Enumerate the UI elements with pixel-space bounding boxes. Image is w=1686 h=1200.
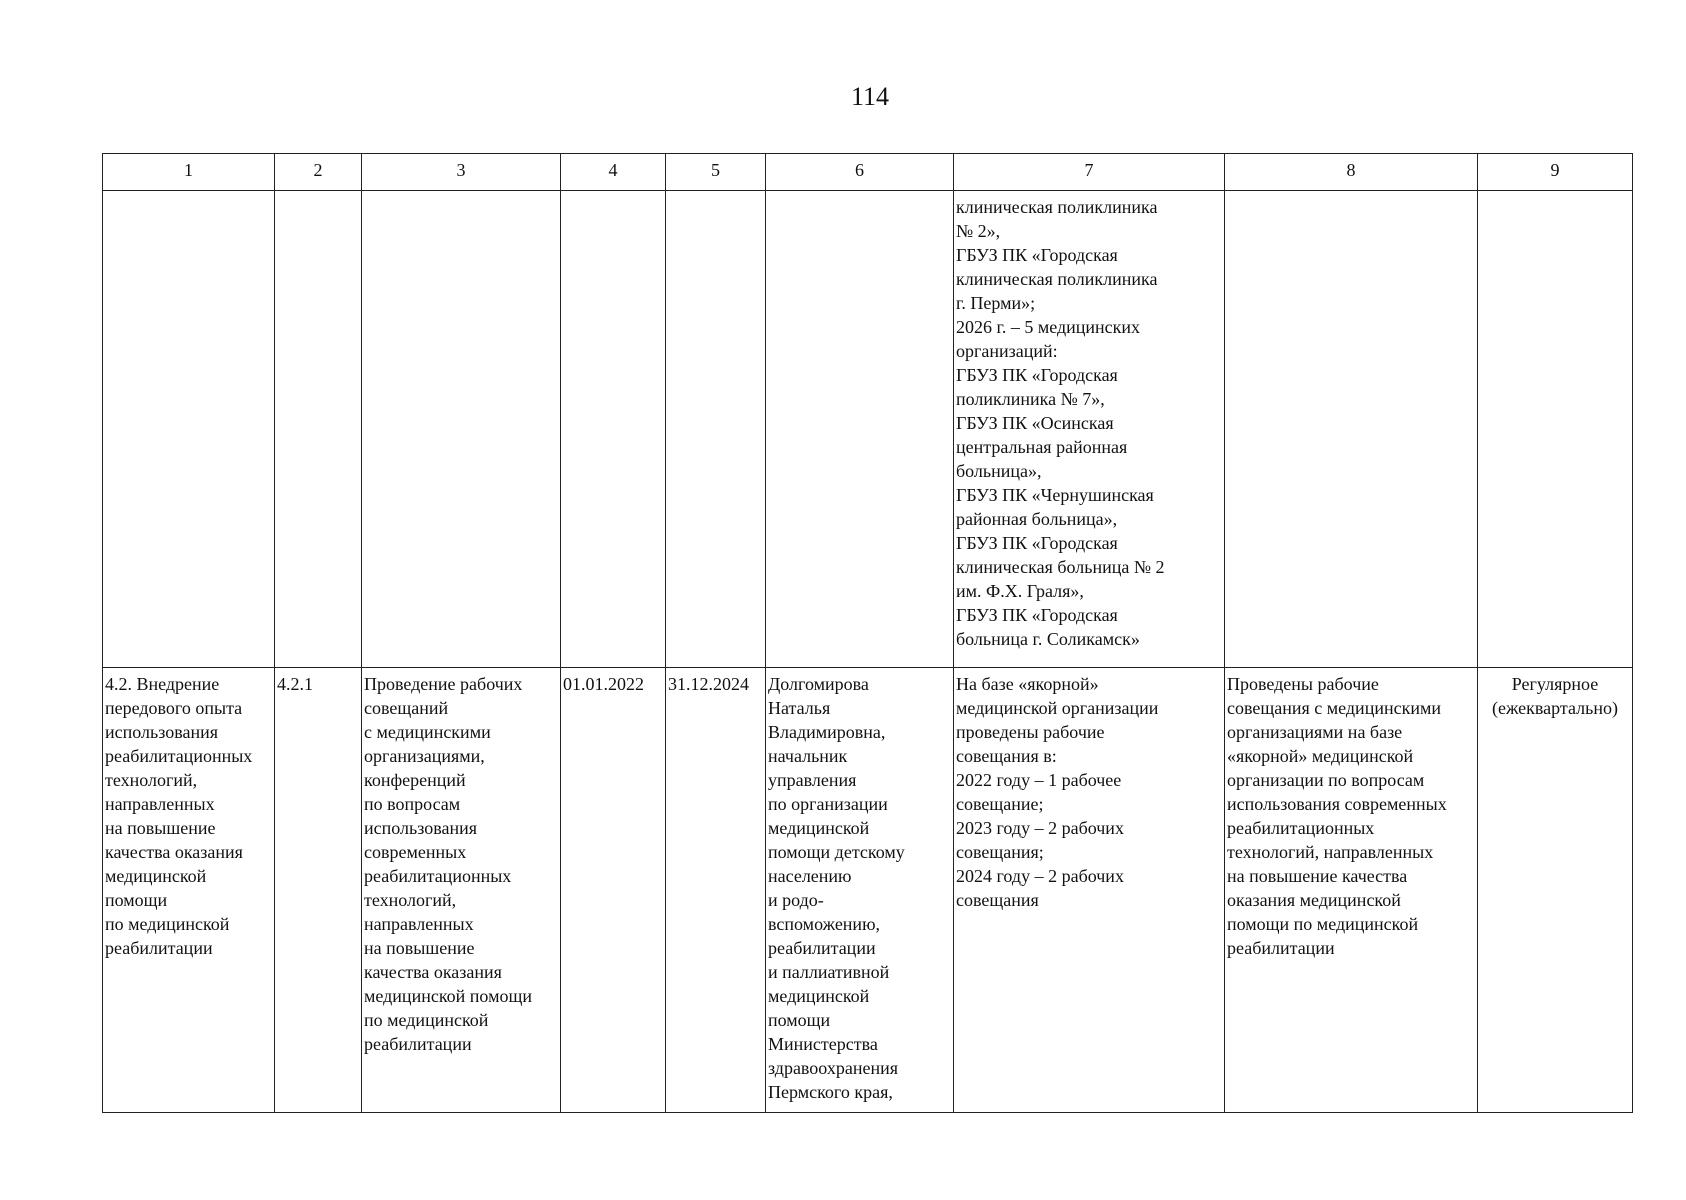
cell-result bbox=[954, 668, 1225, 1113]
cell-text-line: начальник bbox=[768, 746, 848, 766]
cell-text-line: 4.2.1 bbox=[277, 674, 313, 694]
cell-text-line: по организации bbox=[768, 794, 888, 814]
table-row bbox=[103, 191, 1633, 668]
col-header-9: 9 bbox=[1478, 154, 1633, 191]
cell-text-line: качества оказания bbox=[364, 962, 502, 982]
cell-text-line: направленных bbox=[364, 914, 474, 934]
cell-number bbox=[275, 191, 362, 668]
cell-text-line: помощи bbox=[105, 890, 168, 910]
cell-text-line: ГБУЗ ПК «Городская bbox=[956, 533, 1118, 553]
cell-text-line: совещания bbox=[956, 890, 1039, 910]
cell-text-line: медицинской помощи bbox=[364, 986, 532, 1006]
cell-text-line: 2024 году – 2 рабочих bbox=[956, 866, 1124, 886]
cell-text-line: помощи детскому bbox=[768, 842, 905, 862]
cell-text-line: использования bbox=[105, 722, 219, 742]
cell-text-line: центральная районная bbox=[956, 437, 1128, 457]
cell-text-line: проведены рабочие bbox=[956, 722, 1105, 742]
cell-text-line: на повышение качества bbox=[1227, 866, 1408, 886]
cell-text-line: № 2», bbox=[956, 221, 1001, 241]
cell-text-line: совещание; bbox=[956, 794, 1044, 814]
page-number: 114 bbox=[850, 82, 890, 111]
cell-text-line: поликлиника № 7», bbox=[956, 389, 1105, 409]
cell-start-date bbox=[561, 191, 666, 668]
cell-text-line: с медицинскими bbox=[364, 722, 491, 742]
col-header-2: 2 bbox=[275, 154, 362, 191]
cell-text-line: технологий, bbox=[364, 890, 457, 910]
cell-text-line: клиническая поликлиника bbox=[956, 269, 1158, 289]
cell-text-line: и родо- bbox=[768, 890, 824, 910]
cell-text-line: населению bbox=[768, 866, 852, 886]
cell-text-line: организации по вопросам bbox=[1227, 770, 1425, 790]
table-row bbox=[103, 668, 1633, 1113]
cell-number bbox=[275, 668, 362, 1113]
header-row bbox=[103, 154, 1633, 191]
cell-text-line: ГБУЗ ПК «Осинская bbox=[956, 413, 1114, 433]
cell-text-line: ГБУЗ ПК «Городская bbox=[956, 605, 1118, 625]
cell-outcome bbox=[1225, 668, 1478, 1113]
cell-frequency bbox=[1478, 668, 1633, 1113]
cell-event bbox=[103, 191, 275, 668]
cell-text-line: ГБУЗ ПК «Городская bbox=[956, 365, 1118, 385]
cell-text-line: организаций: bbox=[956, 341, 1058, 361]
cell-text-line: Долгомирова bbox=[768, 674, 869, 694]
cell-text-line: ГБУЗ ПК «Чернушинская bbox=[956, 485, 1154, 505]
cell-text-line: по вопросам bbox=[364, 794, 461, 814]
cell-text-line: клиническая больница № 2 bbox=[956, 557, 1165, 577]
cell-text-line: 4.2. Внедрение bbox=[105, 674, 220, 694]
col-header-4: 4 bbox=[561, 154, 666, 191]
cell-text-line: организациями на базе bbox=[1227, 722, 1403, 742]
col-header-5: 5 bbox=[666, 154, 766, 191]
col-header-7: 7 bbox=[954, 154, 1225, 191]
cell-text-line: на повышение bbox=[364, 938, 475, 958]
plan-table bbox=[102, 153, 1633, 1113]
cell-text-line: 2023 году – 2 рабочих bbox=[956, 818, 1124, 838]
cell-text-line: на повышение bbox=[105, 818, 216, 838]
cell-text-line: передового опыта bbox=[105, 698, 243, 718]
cell-text-line: по медицинской bbox=[105, 914, 230, 934]
cell-text-line: Наталья bbox=[768, 698, 831, 718]
cell-text-line: г. Перми»; bbox=[956, 293, 1036, 313]
cell-text-line: организациями, bbox=[364, 746, 485, 766]
cell-frequency bbox=[1478, 191, 1633, 668]
cell-text-line: реабилитации bbox=[105, 938, 213, 958]
cell-text-line: реабилитационных bbox=[105, 746, 253, 766]
cell-text-line: современных bbox=[364, 842, 467, 862]
cell-text-line: оказания медицинской bbox=[1227, 890, 1401, 910]
cell-text-line: совещания; bbox=[956, 842, 1044, 862]
cell-text-line: 31.12.2024 bbox=[668, 674, 749, 694]
cell-end-date bbox=[666, 668, 766, 1113]
cell-text-line: На базе «якорной» bbox=[956, 674, 1099, 694]
cell-text-line: использования bbox=[364, 818, 478, 838]
cell-text-line: вспоможению, bbox=[768, 914, 881, 934]
cell-text-line: больница г. Соликамск» bbox=[956, 629, 1140, 649]
cell-text-line: использования современных bbox=[1227, 794, 1447, 814]
cell-end-date bbox=[666, 191, 766, 668]
cell-text-line: технологий, направленных bbox=[1227, 842, 1434, 862]
cell-text-line: ГБУЗ ПК «Городская bbox=[956, 245, 1118, 265]
cell-responsible bbox=[766, 668, 954, 1113]
cell-text-line: медицинской bbox=[768, 986, 870, 1006]
cell-text-line: здравоохранения bbox=[768, 1058, 899, 1078]
cell-text-line: реабилитационных bbox=[1227, 818, 1375, 838]
cell-text-line: 2026 г. – 5 медицинских bbox=[956, 317, 1141, 337]
cell-text-line: совещания с медицинскими bbox=[1227, 698, 1441, 718]
col-header-1: 1 bbox=[103, 154, 275, 191]
cell-text-line: помощи по медицинской bbox=[1227, 914, 1419, 934]
cell-text-line: «якорной» медицинской bbox=[1227, 746, 1414, 766]
cell-text-line: 01.01.2022 bbox=[563, 674, 644, 694]
cell-text-line: совещания в: bbox=[956, 746, 1057, 766]
cell-text-line: Владимировна, bbox=[768, 722, 886, 742]
cell-event bbox=[103, 668, 275, 1113]
cell-text-line: районная больница», bbox=[956, 509, 1118, 529]
cell-text-line: управления bbox=[768, 770, 857, 790]
cell-text-line: 2022 году – 1 рабочее bbox=[956, 770, 1122, 790]
col-header-8: 8 bbox=[1225, 154, 1478, 191]
cell-text-line: совещаний bbox=[364, 698, 449, 718]
cell-text-line: реабилитационных bbox=[364, 866, 512, 886]
cell-text-line: клиническая поликлиника bbox=[956, 197, 1158, 217]
cell-outcome bbox=[1225, 191, 1478, 668]
cell-text-line: реабилитации bbox=[1227, 938, 1335, 958]
cell-text-line: Регулярное bbox=[1511, 674, 1599, 694]
cell-text-line: Министерства bbox=[768, 1034, 878, 1054]
cell-responsible bbox=[766, 191, 954, 668]
cell-text-line: медицинской bbox=[105, 866, 207, 886]
cell-text-line: медицинской bbox=[768, 818, 870, 838]
cell-text-line: и паллиативной bbox=[768, 962, 890, 982]
cell-text-line: Проведение рабочих bbox=[364, 674, 523, 694]
cell-text-line: по медицинской bbox=[364, 1010, 489, 1030]
col-header-6: 6 bbox=[766, 154, 954, 191]
cell-text-line: Пермского края, bbox=[768, 1082, 893, 1102]
cell-text-line: реабилитации bbox=[364, 1034, 472, 1054]
cell-text-line: Проведены рабочие bbox=[1227, 674, 1379, 694]
cell-activity bbox=[362, 191, 561, 668]
cell-text-line: (ежеквартально) bbox=[1492, 698, 1618, 718]
cell-text-line: помощи bbox=[768, 1010, 831, 1030]
cell-result bbox=[954, 191, 1225, 668]
cell-activity bbox=[362, 668, 561, 1113]
cell-text-line: конференций bbox=[364, 770, 466, 790]
col-header-3: 3 bbox=[362, 154, 561, 191]
cell-text-line: реабилитации bbox=[768, 938, 876, 958]
cell-text-line: им. Ф.Х. Граля», bbox=[956, 581, 1084, 601]
cell-text-line: больница», bbox=[956, 461, 1042, 481]
cell-start-date bbox=[561, 668, 666, 1113]
cell-text-line: медицинской организации bbox=[956, 698, 1159, 718]
cell-text-line: направленных bbox=[105, 794, 215, 814]
cell-text-line: качества оказания bbox=[105, 842, 243, 862]
cell-text-line: технологий, bbox=[105, 770, 198, 790]
